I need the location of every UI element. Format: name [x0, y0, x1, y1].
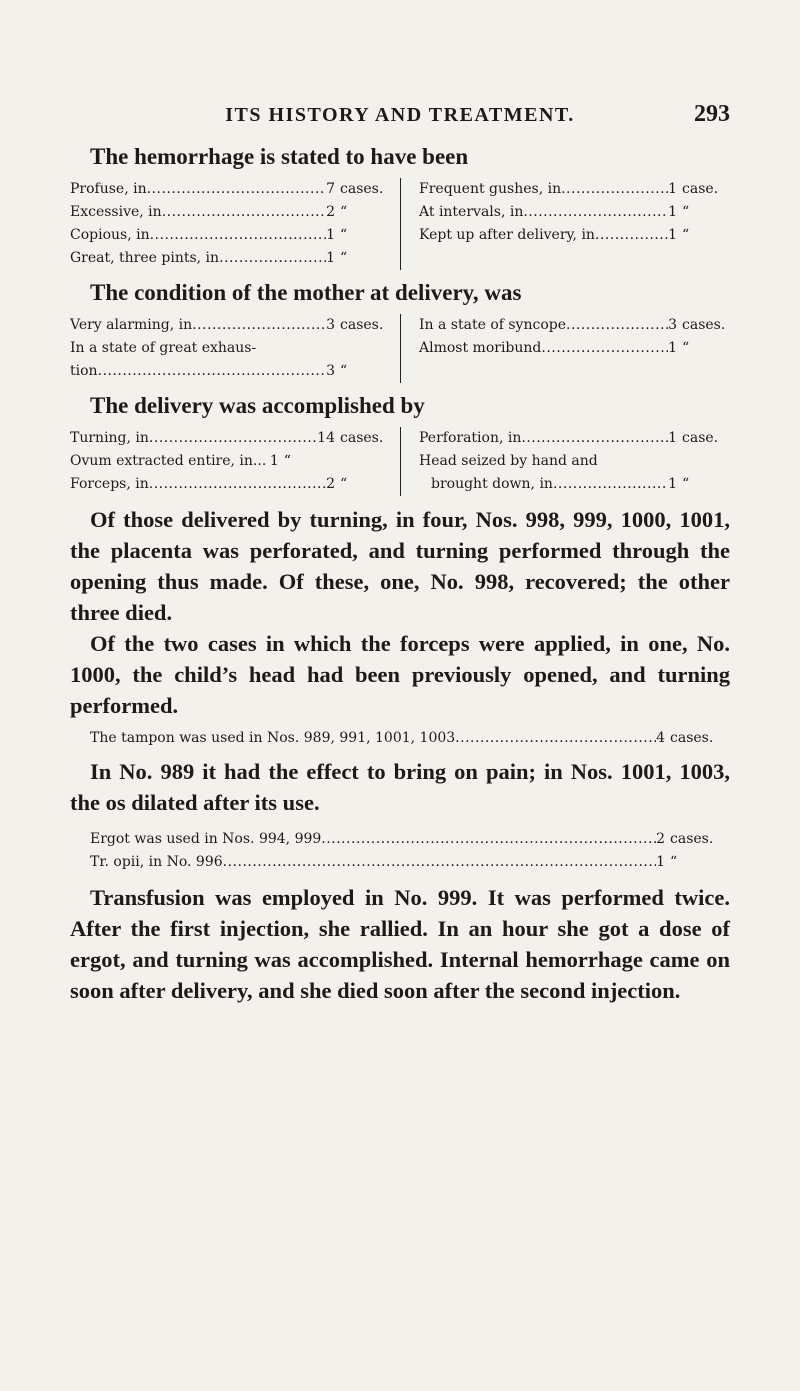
dot-leader — [455, 727, 656, 750]
ergot-row — [90, 828, 730, 851]
row-unit: “ — [682, 476, 690, 492]
dot-leader — [219, 247, 326, 270]
dot-leader — [523, 201, 668, 224]
row-label: In a state of great exhaus- — [70, 340, 257, 356]
row-label: At intervals, in — [419, 204, 524, 220]
dot-leader — [162, 201, 326, 224]
row-label: Tr. opii, in No. 996 — [90, 854, 223, 870]
row-unit: “ — [682, 204, 690, 220]
row-label: Profuse, in — [70, 181, 147, 197]
row-unit: case. — [682, 181, 719, 197]
row-label: Almost moribund — [419, 340, 542, 356]
row-count: 1 — [668, 204, 677, 220]
row-label: Ovum extracted entire, in.. — [70, 453, 262, 469]
table-row — [70, 337, 388, 360]
table-row — [419, 178, 730, 201]
dot-leader — [223, 851, 656, 874]
dot-leader — [566, 314, 668, 337]
dot-leader — [561, 178, 668, 201]
condition-right-column — [400, 314, 730, 383]
row-unit: cases. — [340, 430, 384, 446]
row-unit: “ — [340, 250, 348, 266]
row-label: Perforation, in — [419, 430, 522, 446]
table-row — [70, 201, 388, 224]
row-unit: cases. — [340, 181, 384, 197]
paragraph-turning: Of those delivered by turning, in four, Nos. 998, 999, 1000, 1001, the placenta was perforated, and turning performed through the opening thus made. Of these, one, No. 998, recovered; the other three died. — [70, 507, 730, 625]
row-unit: cases. — [340, 317, 384, 333]
tampon-row — [90, 727, 730, 750]
page-header — [70, 101, 730, 130]
row-count: 1 — [326, 227, 335, 243]
row-label: Ergot was used in Nos. 994, 999 — [90, 831, 322, 847]
row-count: 1 — [668, 340, 677, 356]
row-label: Excessive, in — [70, 204, 162, 220]
table-row — [419, 473, 730, 496]
condition-table — [70, 314, 730, 383]
row-count: 2 — [326, 204, 335, 220]
table-row — [419, 450, 730, 473]
row-count: 2 — [656, 831, 665, 847]
table-row — [70, 427, 388, 450]
page-content — [70, 142, 730, 1006]
row-label: The tampon was used in Nos. 989, 991, 1001, 1003 — [90, 730, 456, 746]
row-label: Frequent gushes, in — [419, 181, 562, 197]
dot-leader — [521, 427, 668, 450]
row-count: 1 — [668, 476, 677, 492]
table-row — [70, 314, 388, 337]
delivery-left-column — [70, 427, 400, 496]
dot-leader — [541, 337, 668, 360]
table-row — [70, 178, 388, 201]
row-count: 4 — [656, 730, 665, 746]
table-row — [419, 201, 730, 224]
row-count: 1 — [668, 430, 677, 446]
row-label: Great, three pints, in — [70, 250, 220, 266]
paragraph-tampon-effect: In No. 989 it had the effect to bring on pain; in Nos. 1001, 1003, the os dilated after its use. — [70, 759, 730, 815]
dot-leader — [150, 224, 326, 247]
row-unit: “ — [340, 363, 348, 379]
row-unit: “ — [682, 340, 690, 356]
row-unit: “ — [340, 476, 348, 492]
row-label: Very alarming, in — [70, 317, 193, 333]
row-unit: “ — [283, 453, 291, 469]
delivery-intro: The delivery was accomplished by — [90, 393, 425, 418]
dot-leader — [192, 314, 326, 337]
dot-leader — [595, 224, 668, 247]
table-row — [70, 473, 388, 496]
hemorrhage-table — [70, 178, 730, 270]
delivery-right-column — [400, 427, 730, 496]
table-row — [70, 450, 388, 473]
table-row — [419, 337, 730, 360]
row-unit: cases. — [670, 730, 714, 746]
running-head: ITS HISTORY AND TREATMENT. — [225, 104, 575, 126]
row-label: Forceps, in — [70, 476, 149, 492]
delivery-table — [70, 427, 730, 496]
row-label: Turning, in — [70, 430, 149, 446]
row-label: Copious, in — [70, 227, 150, 243]
dot-leader — [98, 360, 327, 383]
row-unit: “ — [340, 227, 348, 243]
row-count: 3 — [326, 363, 335, 379]
row-count: 1 — [668, 181, 677, 197]
hemorrhage-intro: The hemorrhage is stated to have been — [90, 144, 469, 169]
page-number: 293 — [694, 101, 730, 127]
paragraph-transfusion: Transfusion was employed in No. 999. It was performed twice. After the first injection, she rallied. In an hour she got a dose of ergot, and turning was accomplished. Internal hemorrhage came on soon after delivery, and she died soon after the second injection. — [70, 885, 730, 1003]
row-unit: cases. — [682, 317, 726, 333]
row-label: brought down, in — [431, 476, 553, 492]
row-count: 1 — [326, 250, 335, 266]
condition-intro: The condition of the mother at delivery, was — [90, 280, 522, 305]
row-unit: “ — [670, 854, 678, 870]
table-row — [70, 224, 388, 247]
row-label: In a state of syncope — [419, 317, 566, 333]
row-unit: cases. — [670, 831, 714, 847]
condition-left-column — [70, 314, 400, 383]
table-row — [419, 427, 730, 450]
table-row — [70, 247, 388, 270]
row-label: tion — [70, 363, 98, 379]
table-row — [419, 224, 730, 247]
row-count: 3 — [668, 317, 677, 333]
row-label: Kept up after delivery, in — [419, 227, 595, 243]
row-unit: “ — [682, 227, 690, 243]
dot-leader — [553, 473, 668, 496]
row-count: 2 — [326, 476, 335, 492]
row-unit: “ — [340, 204, 348, 220]
table-row — [70, 360, 388, 383]
dot-leader — [149, 427, 317, 450]
row-count: 7 — [326, 181, 335, 197]
row-label: Head seized by hand and — [419, 453, 598, 469]
row-unit: case. — [682, 430, 719, 446]
dot-leader — [147, 178, 326, 201]
dot-leader — [149, 473, 326, 496]
dot-leader — [262, 450, 266, 473]
table-row — [419, 314, 730, 337]
row-count: 1 — [269, 453, 279, 469]
dot-leader — [321, 828, 656, 851]
row-count: 1 — [656, 854, 665, 870]
row-count: 3 — [326, 317, 335, 333]
opii-row — [90, 851, 730, 874]
spacer — [70, 818, 730, 824]
hemorrhage-left-column — [70, 178, 400, 270]
row-count: 1 — [668, 227, 677, 243]
hemorrhage-right-column — [400, 178, 730, 270]
paragraph-forceps: Of the two cases in which the forceps were applied, in one, No. 1000, the child’s head had been previously opened, and turning performed. — [70, 631, 730, 718]
row-count: 14 — [317, 430, 335, 446]
